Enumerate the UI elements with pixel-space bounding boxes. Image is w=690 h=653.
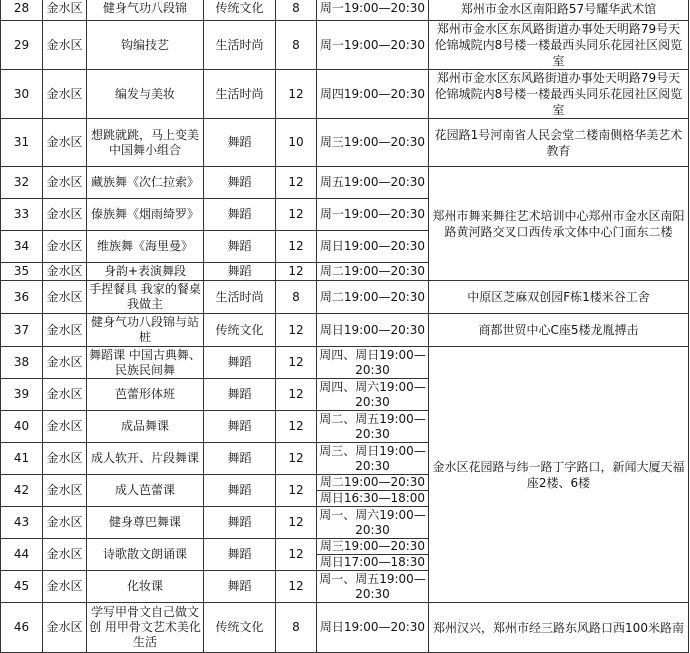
time-cell-split — [317, 539, 429, 571]
count-cell: 12 — [276, 347, 317, 379]
course-name-cell: 维族舞《海里曼》 — [87, 231, 204, 263]
count-cell: 8 — [276, 603, 317, 653]
time-cell: 周一19:00—20:30 — [317, 0, 429, 21]
count-cell: 12 — [276, 167, 317, 199]
district-cell: 金水区 — [43, 119, 87, 167]
row-number: 43 — [1, 507, 43, 539]
count-cell: 12 — [276, 199, 317, 231]
table-row — [1, 347, 689, 379]
course-name-cell: 成人芭蕾课 — [87, 475, 204, 507]
row-number: 40 — [1, 411, 43, 443]
address-cell: 郑州汉兴，郑州市经三路东风路口西100米路南 — [429, 603, 689, 653]
table-row — [1, 0, 689, 21]
district-cell: 金水区 — [43, 70, 87, 119]
row-number: 39 — [1, 379, 43, 411]
district-cell: 金水区 — [43, 571, 87, 603]
time-cell: 周一19:00—20:30 — [317, 21, 429, 70]
table-row — [1, 281, 689, 314]
category-cell: 生活时尚 — [204, 21, 276, 70]
category-cell: 舞蹈 — [204, 443, 276, 475]
address-cell: 郑州市金水区南阳路57号耀华武术馆 — [429, 0, 689, 21]
time-cell: 周一、周六19:00—20:30 — [317, 507, 429, 539]
district-cell: 金水区 — [43, 167, 87, 199]
count-cell: 12 — [276, 539, 317, 571]
district-cell: 金水区 — [43, 21, 87, 70]
category-cell: 传统文化 — [204, 603, 276, 653]
district-cell: 金水区 — [43, 199, 87, 231]
category-cell: 生活时尚 — [204, 70, 276, 119]
district-cell: 金水区 — [43, 603, 87, 653]
count-cell: 12 — [276, 411, 317, 443]
time-cell: 周日19:00—20:30 — [317, 314, 429, 347]
district-cell: 金水区 — [43, 231, 87, 263]
row-number: 33 — [1, 199, 43, 231]
course-name-cell: 健身尊巴舞课 — [87, 507, 204, 539]
time-line-1: 周三19:00—20:30 — [317, 539, 428, 555]
row-number: 36 — [1, 281, 43, 314]
category-cell: 传统文化 — [204, 0, 276, 21]
time-cell: 周二、周五19:00—20:30 — [317, 411, 429, 443]
count-cell: 8 — [276, 281, 317, 314]
time-cell: 周日19:00—20:30 — [317, 231, 429, 263]
course-name-cell: 化妆课 — [87, 571, 204, 603]
count-cell: 12 — [276, 507, 317, 539]
category-cell: 舞蹈 — [204, 475, 276, 507]
row-number: 42 — [1, 475, 43, 507]
address-cell-dance-school: 郑州市舞来舞往艺术培训中心郑州市金水区南阳路黄河路交叉口西传承文体中心门面东二楼 — [429, 167, 689, 281]
time-cell: 周二19:00—20:30 — [317, 281, 429, 314]
course-name-cell: 成品舞课 — [87, 411, 204, 443]
count-cell: 12 — [276, 70, 317, 119]
time-cell: 周三19:00—20:30 — [317, 119, 429, 167]
row-number: 37 — [1, 314, 43, 347]
row-number: 41 — [1, 443, 43, 475]
course-name-cell: 编发与美妆 — [87, 70, 204, 119]
address-cell-news-building: 金水区花园路与纬一路丁字路口，新闻大厦天福座2楼、6楼 — [429, 347, 689, 603]
count-cell: 12 — [276, 443, 317, 475]
count-cell: 8 — [276, 21, 317, 70]
district-cell: 金水区 — [43, 411, 87, 443]
course-name-cell: 手捏餐具 我家的餐桌我做主 — [87, 281, 204, 314]
count-cell: 10 — [276, 119, 317, 167]
category-cell: 舞蹈 — [204, 539, 276, 571]
category-cell: 舞蹈 — [204, 167, 276, 199]
count-cell: 12 — [276, 263, 317, 281]
time-cell: 周二19:00—20:30 — [317, 263, 429, 281]
table-row — [1, 314, 689, 347]
course-name-cell: 健身气功八段锦 — [87, 0, 204, 21]
count-cell: 8 — [276, 0, 317, 21]
course-name-cell: 健身气功八段锦与站桩 — [87, 314, 204, 347]
district-cell: 金水区 — [43, 347, 87, 379]
district-cell: 金水区 — [43, 507, 87, 539]
address-cell: 郑州市金水区东风路街道办事处天明路79号天伦锦城院内8号楼一楼最西头同乐花园社区阅览室 — [429, 21, 689, 70]
row-number: 28 — [1, 0, 43, 21]
district-cell: 金水区 — [43, 0, 87, 21]
count-cell: 12 — [276, 475, 317, 507]
course-name-cell: 学写甲骨文自己做文创 用甲骨文艺术美化生活 — [87, 603, 204, 653]
address-cell: 郑州市金水区东风路街道办事处天明路79号天伦锦城院内8号楼一楼最西头同乐花园社区阅览室 — [429, 70, 689, 119]
time-cell: 周五19:00—20:30 — [317, 167, 429, 199]
row-number: 46 — [1, 603, 43, 653]
course-name-cell: 身韵+表演舞段 — [87, 263, 204, 281]
time-line-2: 周日16:30—18:00 — [319, 491, 426, 505]
course-name-cell: 舞蹈课 中国古典舞、民族民间舞 — [87, 347, 204, 379]
table-row — [1, 21, 689, 70]
district-cell: 金水区 — [43, 281, 87, 314]
time-line-1: 周二19:00—20:30 — [317, 475, 428, 491]
row-number: 32 — [1, 167, 43, 199]
time-cell: 周三、周日19:00—20:30 — [317, 443, 429, 475]
row-number: 45 — [1, 571, 43, 603]
category-cell: 生活时尚 — [204, 281, 276, 314]
course-name-cell: 芭蕾形体班 — [87, 379, 204, 411]
count-cell: 12 — [276, 379, 317, 411]
time-cell: 周四19:00—20:30 — [317, 70, 429, 119]
table-row — [1, 119, 689, 167]
time-cell: 周四、周六19:00—20:30 — [317, 379, 429, 411]
table-row — [1, 603, 689, 653]
time-line-2: 周日17:00—18:30 — [319, 555, 426, 569]
row-number: 35 — [1, 263, 43, 281]
category-cell: 舞蹈 — [204, 231, 276, 263]
category-cell: 舞蹈 — [204, 507, 276, 539]
course-name-cell: 傣族舞《烟雨绮罗》 — [87, 199, 204, 231]
district-cell: 金水区 — [43, 263, 87, 281]
course-name-cell: 诗歌散文朗诵课 — [87, 539, 204, 571]
course-name-cell: 钩编技艺 — [87, 21, 204, 70]
district-cell: 金水区 — [43, 539, 87, 571]
row-number: 38 — [1, 347, 43, 379]
time-cell: 周四、周日19:00—20:30 — [317, 347, 429, 379]
row-number: 29 — [1, 21, 43, 70]
district-cell: 金水区 — [43, 443, 87, 475]
time-cell: 周一、周五19:00—20:30 — [317, 571, 429, 603]
district-cell: 金水区 — [43, 475, 87, 507]
category-cell: 舞蹈 — [204, 379, 276, 411]
category-cell: 舞蹈 — [204, 347, 276, 379]
address-cell: 花园路1号河南省人民会堂二楼南侧格华美艺术教育 — [429, 119, 689, 167]
district-cell: 金水区 — [43, 314, 87, 347]
row-number: 31 — [1, 119, 43, 167]
time-cell-split — [317, 475, 429, 507]
time-cell: 周一19:00—20:30 — [317, 199, 429, 231]
time-cell: 周日19:00—20:30 — [317, 603, 429, 653]
category-cell: 舞蹈 — [204, 263, 276, 281]
course-name-cell: 想跳就跳，马上变美 中国舞小组合 — [87, 119, 204, 167]
category-cell: 传统文化 — [204, 314, 276, 347]
category-cell: 舞蹈 — [204, 571, 276, 603]
category-cell: 舞蹈 — [204, 199, 276, 231]
table-row — [1, 70, 689, 119]
count-cell: 12 — [276, 571, 317, 603]
row-number: 34 — [1, 231, 43, 263]
count-cell: 12 — [276, 314, 317, 347]
row-number: 44 — [1, 539, 43, 571]
course-name-cell: 成人软开、片段舞课 — [87, 443, 204, 475]
count-cell: 12 — [276, 231, 317, 263]
address-cell: 中原区芝麻双创园F栋1楼米谷工舍 — [429, 281, 689, 314]
district-cell: 金水区 — [43, 379, 87, 411]
row-number: 30 — [1, 70, 43, 119]
address-cell: 商都世贸中心C座5楼龙胤搏击 — [429, 314, 689, 347]
table-row — [1, 167, 689, 199]
course-name-cell: 藏族舞《次仁拉索》 — [87, 167, 204, 199]
category-cell: 舞蹈 — [204, 411, 276, 443]
category-cell: 舞蹈 — [204, 119, 276, 167]
